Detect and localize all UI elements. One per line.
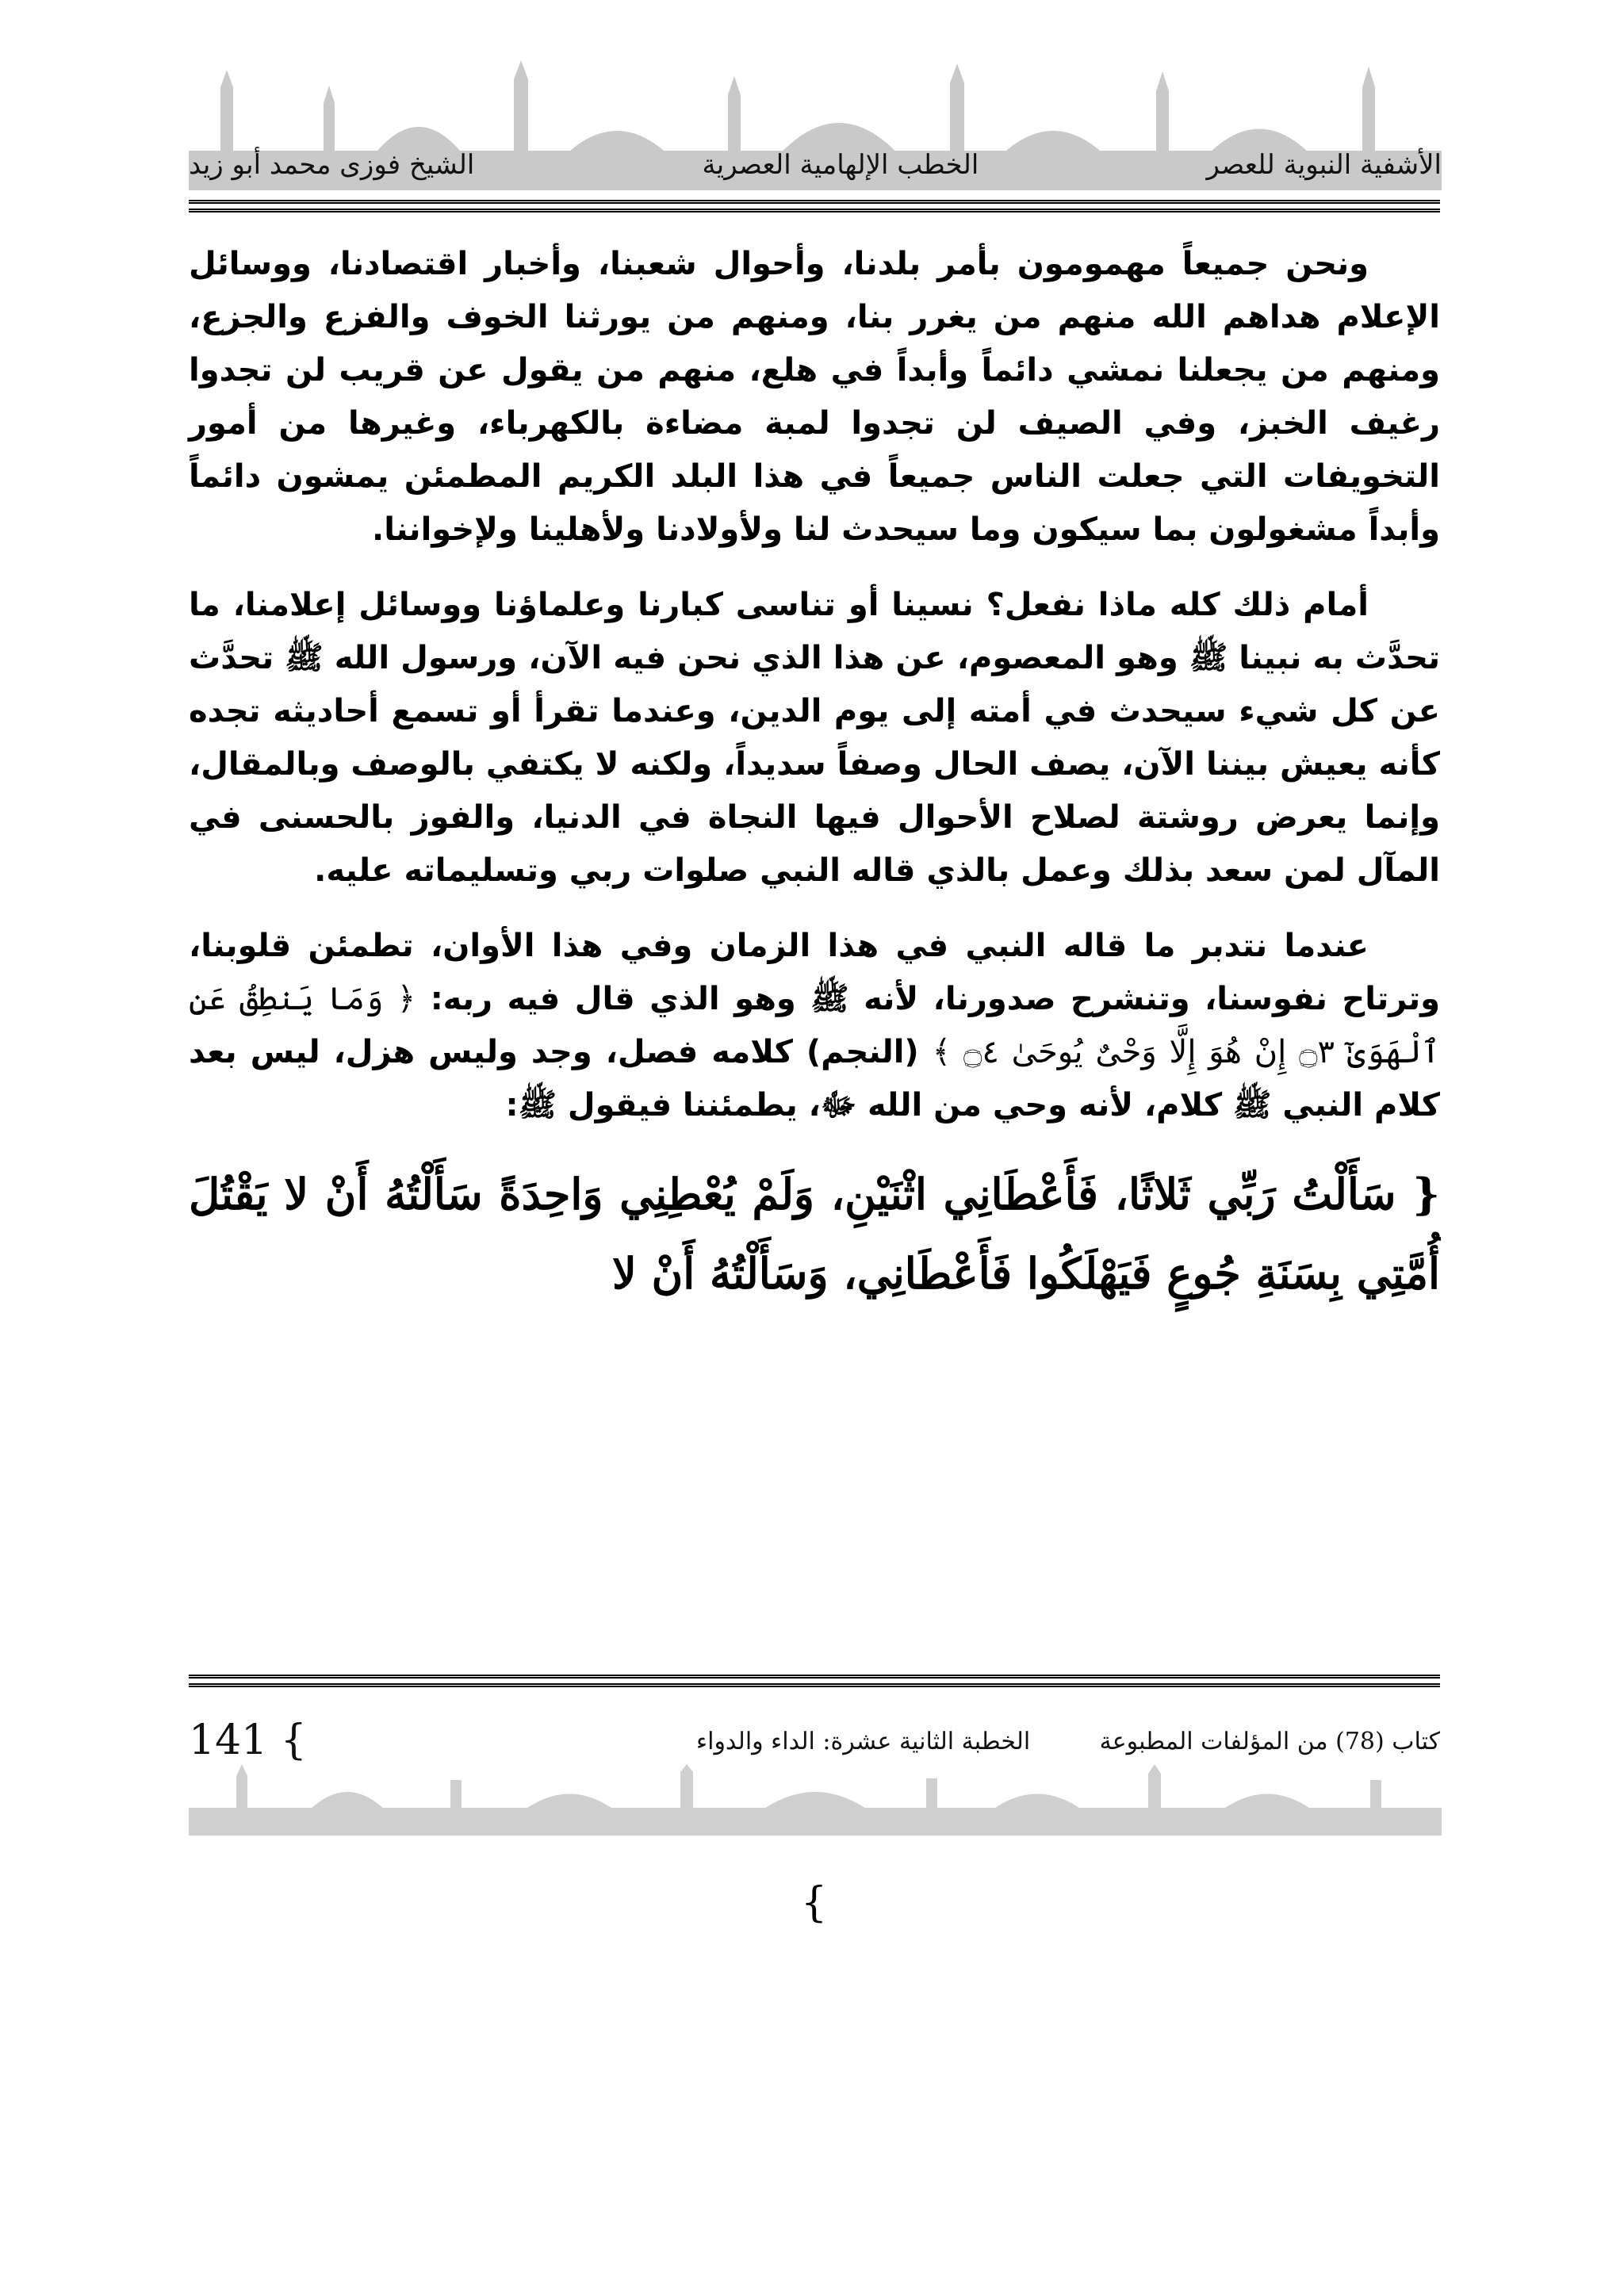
running-footer [189, 1717, 1440, 1764]
paragraph-3-continuation: كلامه فصل، وجد وليس هزل، ليس بعد كلام النبي ﷺ كلام، لأنه وحي من الله ﷻ، يطمئننا فيقول ﷺ: [189, 1034, 1440, 1124]
paragraph-3-intro: عندما نتدبر ما قاله النبي في هذا الزمان وفي هذا الأوان، تطمئن قلوبنا، وترتاح نفوسنا، وتنشرح صدورنا، لأنه ﷺ وهو الذي قال فيه ربه: [189, 928, 1440, 1017]
header-rule [189, 200, 1440, 212]
footer-sermon-title: الخطبة الثانية عشرة: الداء والدواء [696, 1728, 1031, 1755]
closing-brace: { [801, 1879, 828, 1927]
page-number: 141 { [189, 1717, 307, 1764]
footer-decoration [189, 1764, 1442, 1836]
paragraph-1: ونحن جميعاً مهمومون بأمر بلدنا، وأحوال شعبنا، وأخبار اقتصادنا، ووسائل الإعلام هداهم الله منهم من يغرر بنا، ومنهم من يورثنا الخوف والفزع والجزع، ومنهم من يجعلنا نمشي دائماً وأبداً في هلع، منهم من يقول عن قريب لن تجدوا رغيف الخبز، وفي الصيف لن تجدوا لمبة مضاءة بالكهرباء، وغيرها من أمور التخويفات التي جعلت الناس جميعاً في هذا البلد الكريم المطمئن يمشون دائماً وأبداً مشغولون بما سيكون وما سيحدث لنا ولأولادنا ولأهلينا ولإخواننا. [189, 246, 1440, 548]
paragraph-2: أمام ذلك كله ماذا نفعل؟ نسينا أو تناسى كبارنا وعلماؤنا ووسائل إعلامنا، ما تحدَّث به نبينا ﷺ وهو المعصوم، عن هذا الذي نحن فيه الآن، ورسول الله ﷺ تحدَّث عن كل شيء سيحدث في أمته إلى يوم الدين، وعندما تقرأ أو تسمع أحاديثه تجده كأنه يعيش بيننا الآن، يصف الحال وصفاً سديداً، ولكنه لا يكتفي بالوصف وبالمقال، وإنما يعرض روشتة لصلاح الأحوال فيها النجاة في الدنيا، والفوز بالحسنى في المآل لمن سعد بذلك وعمل بالذي قاله النبي صلوات ربي وتسليماته عليه. [189, 587, 1440, 889]
header-series: الخطب الإلهامية العصرية [702, 149, 979, 181]
paragraph-3 [189, 920, 1440, 1132]
header-book-title: الأشفية النبوية للعصر [1206, 149, 1442, 181]
footer-rule [189, 1675, 1440, 1687]
verse-reference: (النجم) [792, 1034, 933, 1070]
footer-book-ref: كتاب (78) من المؤلفات المطبوعة [1099, 1728, 1440, 1755]
running-header [189, 149, 1442, 197]
quran-verse: ﴿ وَمَا يَنطِقُ عَنِ ٱلْهَوَىٰٓ ۝٣ إِنْ هُوَ إِلَّا وَحْىٌ يُوحَىٰ ۝٤ ﴾ [189, 981, 1440, 1070]
hadith-text: { سَأَلْتُ رَبِّي ثَلاثًا، فَأَعْطَانِي اثْنَيْنِ، وَلَمْ يُعْطِنِي وَاحِدَةً سَأَلْتُهُ أَنْ لا يَقْتُلَ أُمَّتِي بِسَنَةِ جُوعٍ فَيَهْلَكُوا فَأَعْطَانِي، وَسَأَلْتُهُ أَنْ لا [189, 1169, 1440, 1299]
header-author: الشيخ فوزى محمد أبو زيد [189, 149, 475, 181]
page-body [189, 238, 1440, 1313]
